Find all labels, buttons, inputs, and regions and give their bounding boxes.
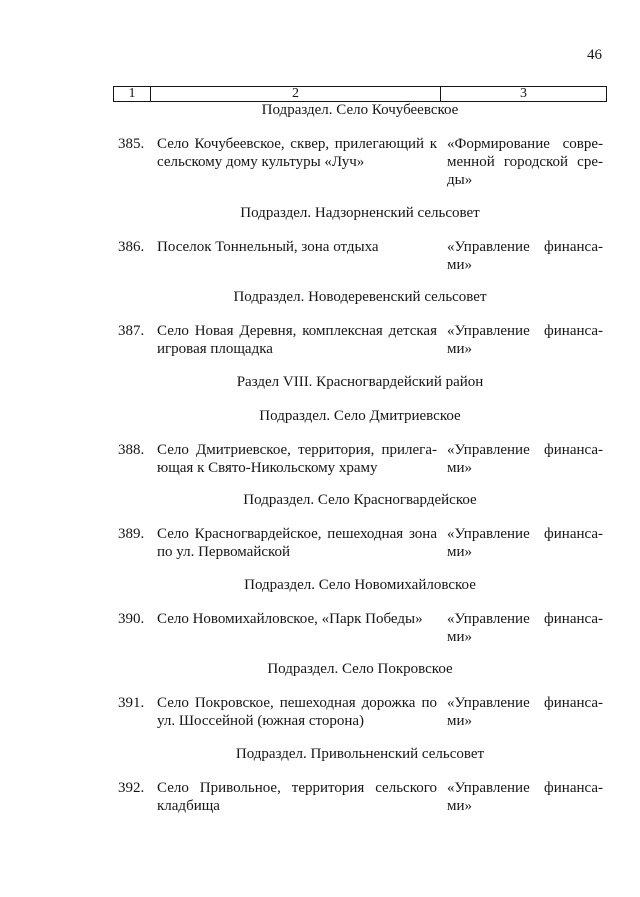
table-row: [113, 694, 607, 730]
description-line: кладбища: [157, 797, 220, 814]
object-description: [157, 525, 437, 561]
object-description: [157, 322, 437, 358]
description-line: сельскому дому культуры «Луч»: [157, 154, 365, 170]
row-number: 391.: [118, 695, 145, 711]
program-line: ми»: [447, 341, 473, 357]
row-number: 385.: [118, 136, 145, 152]
description-line: ул. Шоссейной (южная сторона): [157, 713, 365, 729]
table-row: [113, 238, 607, 274]
description-line: Поселок Тоннельный, зона отдыха: [157, 238, 379, 255]
program-line: ми»: [447, 797, 473, 814]
table-row: [113, 135, 607, 189]
subsection-heading: Подраздел. Село Красногвардейское: [243, 492, 477, 508]
object-description: [157, 610, 437, 646]
program-name: [447, 779, 603, 815]
table-body: [113, 101, 607, 829]
column-2-header: 2: [150, 87, 440, 101]
row-number: 387.: [118, 323, 145, 339]
program-line: ми»: [447, 544, 473, 560]
program-line: ми»: [447, 256, 473, 273]
program-line: «Управление финанса-: [447, 238, 603, 255]
column-1-header: 1: [128, 86, 136, 101]
object-description: [157, 135, 437, 189]
description-line: Село Привольное, территория сельского: [157, 779, 437, 796]
description-line: игровая площадка: [157, 341, 273, 357]
page-number: 46: [587, 47, 602, 63]
program-line: ды»: [447, 172, 473, 188]
program-line: «Управление финанса-: [447, 526, 603, 542]
program-line: ми»: [447, 628, 473, 645]
table-row: [113, 441, 607, 477]
table-row: [113, 525, 607, 561]
row-number: 388.: [118, 441, 145, 458]
program-line: «Управление финанса-: [447, 695, 603, 711]
object-description: [157, 779, 437, 815]
row-number: 390.: [118, 610, 145, 627]
object-description: [157, 694, 437, 730]
subsection-heading: Подраздел. Надзорненский сельсовет: [240, 204, 480, 221]
subsection-heading: Подраздел. Село Дмитриевское: [259, 407, 461, 424]
subsection-heading: Подраздел. Привольненский сельсовет: [235, 745, 485, 762]
program-line: «Формирование совре-: [447, 136, 603, 152]
program-line: менной городской сре-: [447, 154, 603, 170]
table-row: [113, 322, 607, 358]
subsection-heading: Подраздел. Село Покровское: [267, 661, 453, 677]
table-row: [113, 779, 607, 815]
table-row: [113, 610, 607, 646]
column-3-header: 3: [440, 87, 606, 101]
description-line: Село Красногвардейское, пешеходная зона: [157, 526, 437, 542]
subsection-heading: Подраздел. Село Кочубеевское: [261, 102, 459, 118]
program-name: [447, 135, 603, 189]
description-line: по ул. Первомайской: [157, 544, 291, 560]
subsection-heading: Подраздел. Новодеревенский сельсовет: [233, 289, 487, 305]
program-name: [447, 694, 603, 730]
subsection-heading: Подраздел. Село Новомихайловское: [244, 576, 476, 593]
program-name: [447, 441, 603, 477]
program-name: [447, 238, 603, 274]
program-line: «Управление финанса-: [447, 323, 603, 339]
program-line: ми»: [447, 713, 473, 729]
row-number: 386.: [118, 238, 145, 255]
program-name: [447, 322, 603, 358]
description-line: Село Новая Деревня, комплексная детская: [157, 323, 437, 339]
description-line: ющая к Свято-Никольскому храму: [157, 459, 378, 476]
description-line: Село Новомихайловское, «Парк Победы»: [157, 610, 423, 627]
program-line: «Управление финанса-: [447, 441, 603, 458]
description-line: Село Кочубеевское, сквер, прилегающий к: [157, 136, 437, 152]
row-number: 389.: [118, 526, 145, 542]
description-line: Село Дмитриевское, территория, прилега-: [157, 441, 437, 458]
program-name: [447, 610, 603, 646]
program-line: «Управление финанса-: [447, 610, 603, 627]
program-line: ми»: [447, 459, 473, 476]
program-line: «Управление финанса-: [447, 779, 603, 796]
section-heading: Раздел VIII. Красногвардейский район: [236, 373, 484, 390]
description-line: Село Покровское, пешеходная дорожка по: [157, 695, 437, 711]
row-number: 392.: [118, 779, 145, 796]
table-header-row: [113, 86, 607, 102]
object-description: [157, 441, 437, 477]
object-description: [157, 238, 437, 274]
program-name: [447, 525, 603, 561]
